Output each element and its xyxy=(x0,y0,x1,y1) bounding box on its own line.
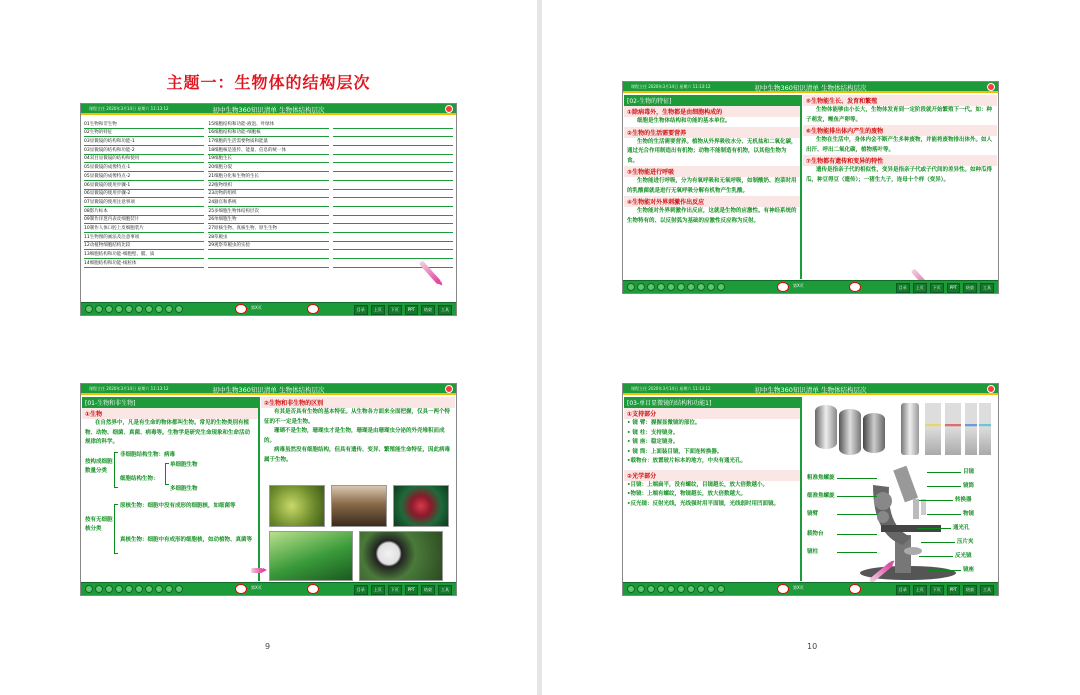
badge-icon xyxy=(849,584,861,594)
toc-item-label: 04双目显微镜的结构和使用 xyxy=(84,156,140,162)
panda-image xyxy=(359,531,443,581)
toc-item-label: 05显微镜的成像特点-1 xyxy=(84,165,131,171)
toc-item[interactable] xyxy=(84,172,204,181)
label-leader-line xyxy=(917,528,951,529)
toc-item[interactable] xyxy=(208,163,328,172)
toc-item[interactable] xyxy=(333,190,453,199)
logo-icon xyxy=(445,105,453,113)
toc-item-label: 03显微镜的结构和功能-2 xyxy=(84,147,135,153)
label-leader-line xyxy=(919,556,953,557)
logo-icon xyxy=(445,385,453,393)
toc-item[interactable] xyxy=(333,250,453,259)
toc-item[interactable] xyxy=(208,198,328,207)
toc-item[interactable] xyxy=(333,172,453,181)
toc-item-label: 23动物的组织 xyxy=(208,191,237,197)
slide-left-panel: [02-生物的特征] ①除病毒外，生物都是由细胞构成的 细胞是生物体结构和功能的基本单位。 ②生物的生活需要营养 生物的生活需要营养。植物从外界吸收水分、无机盐和二氧化碳，通过光合作用制造出有机物；动物不能制造有机物，以其他生物为食。 ③生物能进行呼吸 生物能进行呼吸，分为有氧呼吸和无氧呼吸，如制酸奶、泡菜时用的乳酸菌就是进行无氧呼吸分解有机物产生乳酸。 ④生物能对外界刺激作出反应 生物能对外界刺激作出反应，这就是生物的应激性。有神经系统的生物特有的、以反射弧为基础的应激性反应称为反射。 xyxy=(624,95,802,279)
badge-icon xyxy=(777,584,789,594)
toc-item[interactable] xyxy=(333,242,453,251)
logo-icon xyxy=(987,83,995,91)
toc-item[interactable] xyxy=(333,120,453,129)
footer-tool-button[interactable]: PPT xyxy=(947,585,960,595)
footer-tool-button[interactable]: 上页 xyxy=(913,283,927,293)
toc-item[interactable] xyxy=(208,137,328,146)
toc-item-label: 17细胞的生活需要物质和能量 xyxy=(208,139,269,145)
slide-header: 课程主任 2020年3月14日 星期六 11:13:12 初中生物360知识清单 生物体结构层次 xyxy=(81,384,456,395)
badge-icon xyxy=(307,584,319,594)
moss-image xyxy=(269,485,325,527)
label-leader-line xyxy=(919,500,953,501)
mushroom-image xyxy=(331,485,387,527)
toc-item[interactable] xyxy=(84,137,204,146)
microscope-part-label: 反光镜 xyxy=(955,553,972,559)
toc-item[interactable] xyxy=(84,190,204,199)
document-page-right xyxy=(542,0,1080,695)
slide-left-panel: [01-生物和非生物] ①生物 在自然界中，凡是有生命的物体都叫生物。常见的生物类别有植物、动物、细菌、真菌、病毒等。生物学是研究生命现象和生命活动规律的科学。 按构成细胞数量分类 非细胞结构生物：病毒 细胞结构生物： 单细胞生物 多细胞生物 按有无细胞核分类 原核生物：细胞中没有成形的细胞核，如细菌等 真核生物：细胞中有成形的细胞核，如动植物、真菌等 xyxy=(82,397,260,581)
toc-item-label: 27原核生物、真核生物、原生生物 xyxy=(208,225,278,231)
label-leader-line xyxy=(837,514,877,515)
toc-item-label: 24器官和系统 xyxy=(208,199,237,205)
slide-right-panel: ②生物和非生物的区别 有其是否具有生物的基本特征。从生物各方面来全面把握，仅具一两个特征的不一定是生物。 珊瑚不是生物，珊瑚虫才是生物，珊瑚是由珊瑚虫分泌的外壳堆积而成的。 病毒虽然没有细胞结构，但具有遗传、变异、繁殖能生命特征，因此病毒属于生物。 xyxy=(261,397,455,581)
footer-tool-button[interactable]: 上页 xyxy=(371,305,385,315)
slide-right-panel: ⑤生物能生长、发育和繁殖 生物体能够由小长大，生物体发育到一定阶段就开始繁殖下一代。如：种子萌发，鲤鱼产卵等。 ⑥生物能排出体内产生的废物 生物在生活中，身体内会不断产生多种废物，并能将废物排出体外。如人出汗、呼出二氧化碳，植物落叶等。 ⑦生物都有遗传和变异的特性 遗传是指亲子代的相似性，变异是指亲子代或子代间的差异性。如种瓜得瓜，种豆得豆（遗传）；一猪生九子，连母十个样（变异）。 xyxy=(803,95,997,279)
toc-item[interactable] xyxy=(208,207,328,216)
toc-item[interactable] xyxy=(208,242,328,251)
toc-item[interactable] xyxy=(84,163,204,172)
toc-item[interactable] xyxy=(333,155,453,164)
footer-tool-button[interactable]: 结束 xyxy=(963,283,977,293)
toc-item[interactable] xyxy=(333,163,453,172)
footer-tool-button[interactable]: 结束 xyxy=(421,305,435,315)
microscope-part-label: 物镜 xyxy=(963,511,975,517)
logo-icon xyxy=(987,385,995,393)
pencil-icon xyxy=(251,568,263,573)
toc-item-label: 28草履虫 xyxy=(208,234,228,240)
toc-item-label: 12动植物细胞结构比较 xyxy=(84,243,131,249)
slide-characteristics xyxy=(622,81,999,294)
toc-item[interactable] xyxy=(84,146,204,155)
toc-item[interactable] xyxy=(84,120,204,129)
classification-diagram: 按构成细胞数量分类 非细胞结构生物：病毒 细胞结构生物： 单细胞生物 多细胞生物 按有无细胞核分类 原核生物：细胞中没有成形的细胞核，如细菌等 真核生物：细胞中有成形的细胞核，如动植物、真菌等 xyxy=(82,448,258,568)
footer-tool-button[interactable]: 工具 xyxy=(438,305,452,315)
toc-item-label: 01生物和非生物 xyxy=(84,121,117,127)
badge-icon xyxy=(777,282,789,292)
toc-item-label: 29观察草履虫的实验 xyxy=(208,243,251,249)
toc-item-label: 14细胞结构和功能-线粒体 xyxy=(84,260,137,266)
toc-item[interactable] xyxy=(208,129,328,138)
toc-item[interactable] xyxy=(208,190,328,199)
toc-item[interactable] xyxy=(84,129,204,138)
toc-item[interactable] xyxy=(208,216,328,225)
label-leader-line xyxy=(837,496,877,497)
toc-item-label: 19细胞生长 xyxy=(208,156,233,162)
toc-item[interactable] xyxy=(333,129,453,138)
footer-tool-button[interactable]: PPT xyxy=(947,283,960,293)
slide-footer: 第X页 目录 上页 下页 PPT 结束 工具 xyxy=(81,302,456,315)
table-of-contents xyxy=(84,120,453,268)
slide-microscope xyxy=(622,383,999,596)
toc-item-label: 07显微镜的使用注意事项 xyxy=(84,199,135,205)
toc-item[interactable] xyxy=(208,155,328,164)
toc-item[interactable] xyxy=(333,207,453,216)
slide-footer: 第X页 目录 上页 下页 PPT 结束 工具 xyxy=(81,582,456,595)
footer-tool-button[interactable]: 下页 xyxy=(930,283,944,293)
footer-tool-button[interactable]: 上页 xyxy=(371,585,385,595)
toc-item[interactable] xyxy=(84,233,204,242)
toc-item[interactable] xyxy=(208,250,328,259)
footer-tool-button[interactable]: 目录 xyxy=(354,585,368,595)
toc-item[interactable] xyxy=(84,181,204,190)
microscope-part-label: 通光孔 xyxy=(953,525,970,531)
label-leader-line xyxy=(927,472,961,473)
slide-footer: 第X页 目录 上页 下页 PPT 结束 工具 xyxy=(623,280,998,293)
footer-tool-button[interactable]: 目录 xyxy=(354,305,368,315)
label-leader-line xyxy=(837,552,877,553)
toc-item-label: 20细胞分裂 xyxy=(208,165,233,171)
toc-item[interactable] xyxy=(333,259,453,268)
microscope-part-label: 镜柱 xyxy=(807,549,819,555)
slide-living-nonliving xyxy=(80,383,457,596)
microscope-part-label: 粗准焦螺旋 xyxy=(807,475,835,481)
footer-tool-button[interactable]: PPT xyxy=(405,585,418,595)
slide-right-panel xyxy=(803,397,997,581)
toc-item[interactable] xyxy=(208,181,328,190)
eyepieces-image xyxy=(899,399,995,465)
label-leader-line xyxy=(927,514,961,515)
toc-item[interactable] xyxy=(208,259,328,268)
toc-item[interactable] xyxy=(84,207,204,216)
toc-item[interactable] xyxy=(84,224,204,233)
footer-tool-button[interactable]: PPT xyxy=(405,305,418,315)
badge-icon xyxy=(849,282,861,292)
slide-header: 课程主任 2020年3月14日 星期六 11:13:12 初中生物360知识清单 生物体结构层次 xyxy=(623,82,998,93)
microscope-part-label: 镜筒 xyxy=(963,483,975,489)
footer-tool-button[interactable]: 下页 xyxy=(388,585,402,595)
toc-item[interactable] xyxy=(84,198,204,207)
toc-item[interactable] xyxy=(84,242,204,251)
microscope-part-label: 细准焦螺旋 xyxy=(807,493,835,499)
toc-item[interactable] xyxy=(333,146,453,155)
toc-column-1 xyxy=(84,120,204,268)
toc-item-label: 03显微镜的结构和功能-1 xyxy=(84,139,135,145)
badge-icon xyxy=(235,304,247,314)
toc-item-label: 26单细胞生物 xyxy=(208,217,237,223)
toc-item-label: 09制作洋葱内表皮细胞装片 xyxy=(84,217,140,223)
toc-item-label: 25多细胞生物体结构层次 xyxy=(208,208,260,214)
microscope-part-label: 镜座 xyxy=(963,567,975,573)
footer-tool-button[interactable]: 工具 xyxy=(980,283,994,293)
label-leader-line xyxy=(837,534,877,535)
page-title: 主题一：生物体的结构层次 xyxy=(166,73,371,92)
toc-item-label: 02生物的特征 xyxy=(84,130,113,136)
microscope-part-label: 载物台 xyxy=(807,531,824,537)
virus-image xyxy=(393,485,449,527)
toc-item-label: 15细胞结构和功能-液泡、叶绿体 xyxy=(208,121,275,127)
toc-item[interactable] xyxy=(208,233,328,242)
toc-item-label: 05显微镜的成像特点-2 xyxy=(84,173,131,179)
footer-tool-button[interactable]: 工具 xyxy=(980,585,994,595)
badge-icon xyxy=(307,304,319,314)
toc-item-label: 21细胞分化和生物的生长 xyxy=(208,173,260,179)
slide-left-panel: [03-单目显微镜的结构和功能1] ①支持部分 • 镜 臂：握握显微镜的部位。 • 镜 柱：支持镜身。 • 镜 座：稳定镜身。 • 镜 筒：上面装目镜，下面连转换器。 •载物台：放置玻片标本的地方，中央有通光孔。 ②光学部分 •目镜：上端扁平，没有螺纹，目镜越长，放大倍数越小。 •物镜：上端有螺纹，物镜越长，放大倍数越大。 •反光镜：反射光线，光线强时用平面镜，光线弱时用凹面镜。 xyxy=(624,397,802,581)
footer-tool-button[interactable]: 上页 xyxy=(913,585,927,595)
microscope-part-label: 镜臂 xyxy=(807,511,819,517)
toc-column-3 xyxy=(333,120,453,268)
label-leader-line xyxy=(837,478,877,479)
toc-item[interactable] xyxy=(84,216,204,225)
toc-item-label: 11生物图的画法及注意事项 xyxy=(84,234,140,240)
objective-lenses-image xyxy=(811,399,891,465)
footer-tool-button[interactable]: 下页 xyxy=(930,585,944,595)
footer-tool-button[interactable]: 结束 xyxy=(963,585,977,595)
label-leader-line xyxy=(927,570,961,571)
document-page-left xyxy=(0,0,537,695)
toc-item[interactable] xyxy=(208,224,328,233)
slide-toc xyxy=(80,103,457,316)
page-number: 9 xyxy=(265,642,271,651)
toc-item-label: 10制作人体口腔上皮细胞装片 xyxy=(84,225,144,231)
microscope-part-label: 目镜 xyxy=(963,469,975,475)
toc-item[interactable] xyxy=(333,216,453,225)
toc-item-label: 06显微镜的使用步骤-1 xyxy=(84,182,131,188)
slide-footer: 第X页 目录 上页 下页 PPT 结束 工具 xyxy=(623,582,998,595)
footer-tool-button[interactable]: 工具 xyxy=(438,585,452,595)
label-leader-line xyxy=(921,542,955,543)
toc-item[interactable] xyxy=(333,233,453,242)
footer-tool-button[interactable]: 下页 xyxy=(388,305,402,315)
toc-item[interactable] xyxy=(84,155,204,164)
microscope-part-label: 转换器 xyxy=(955,497,972,503)
page-number: 10 xyxy=(807,642,818,651)
toc-item[interactable] xyxy=(333,198,453,207)
toc-item-label: 16细胞结构和功能-细胞核 xyxy=(208,130,261,136)
slide-header: 课程主任 2020年3月14日 星期六 11:13:12 初中生物360知识清单 生物体结构层次 xyxy=(623,384,998,395)
toc-item-label: 22植物组织 xyxy=(208,182,233,188)
footer-tool-button[interactable]: 目录 xyxy=(896,283,910,293)
toc-item[interactable] xyxy=(84,250,204,259)
footer-tool-button[interactable]: 目录 xyxy=(896,585,910,595)
toc-item[interactable] xyxy=(333,181,453,190)
toc-item-label: 18细胞核是遗传、能量、信息的统一体 xyxy=(208,147,287,153)
toc-item[interactable] xyxy=(208,172,328,181)
toc-item-label: 08影片标本 xyxy=(84,208,108,214)
footer-tool-button[interactable]: 结束 xyxy=(421,585,435,595)
toc-item[interactable] xyxy=(208,146,328,155)
badge-icon xyxy=(235,584,247,594)
slide-header: 课程主任 2020年3月14日 星期六 11:13:12 初中生物360知识清单 生物体结构层次 xyxy=(81,104,456,115)
toc-column-2 xyxy=(208,120,328,268)
microscope-part-label: 压片夹 xyxy=(957,539,974,545)
label-leader-line xyxy=(927,486,961,487)
toc-item[interactable] xyxy=(208,120,328,129)
toc-item-label: 06显微镜的使用步骤-2 xyxy=(84,191,131,197)
toc-item-label: 13细胞结构和功能-细胞壁、膜、质 xyxy=(84,252,155,257)
toc-item[interactable] xyxy=(84,259,204,268)
toc-item[interactable] xyxy=(333,137,453,146)
sprout-image xyxy=(269,531,353,581)
toc-item[interactable] xyxy=(333,224,453,233)
